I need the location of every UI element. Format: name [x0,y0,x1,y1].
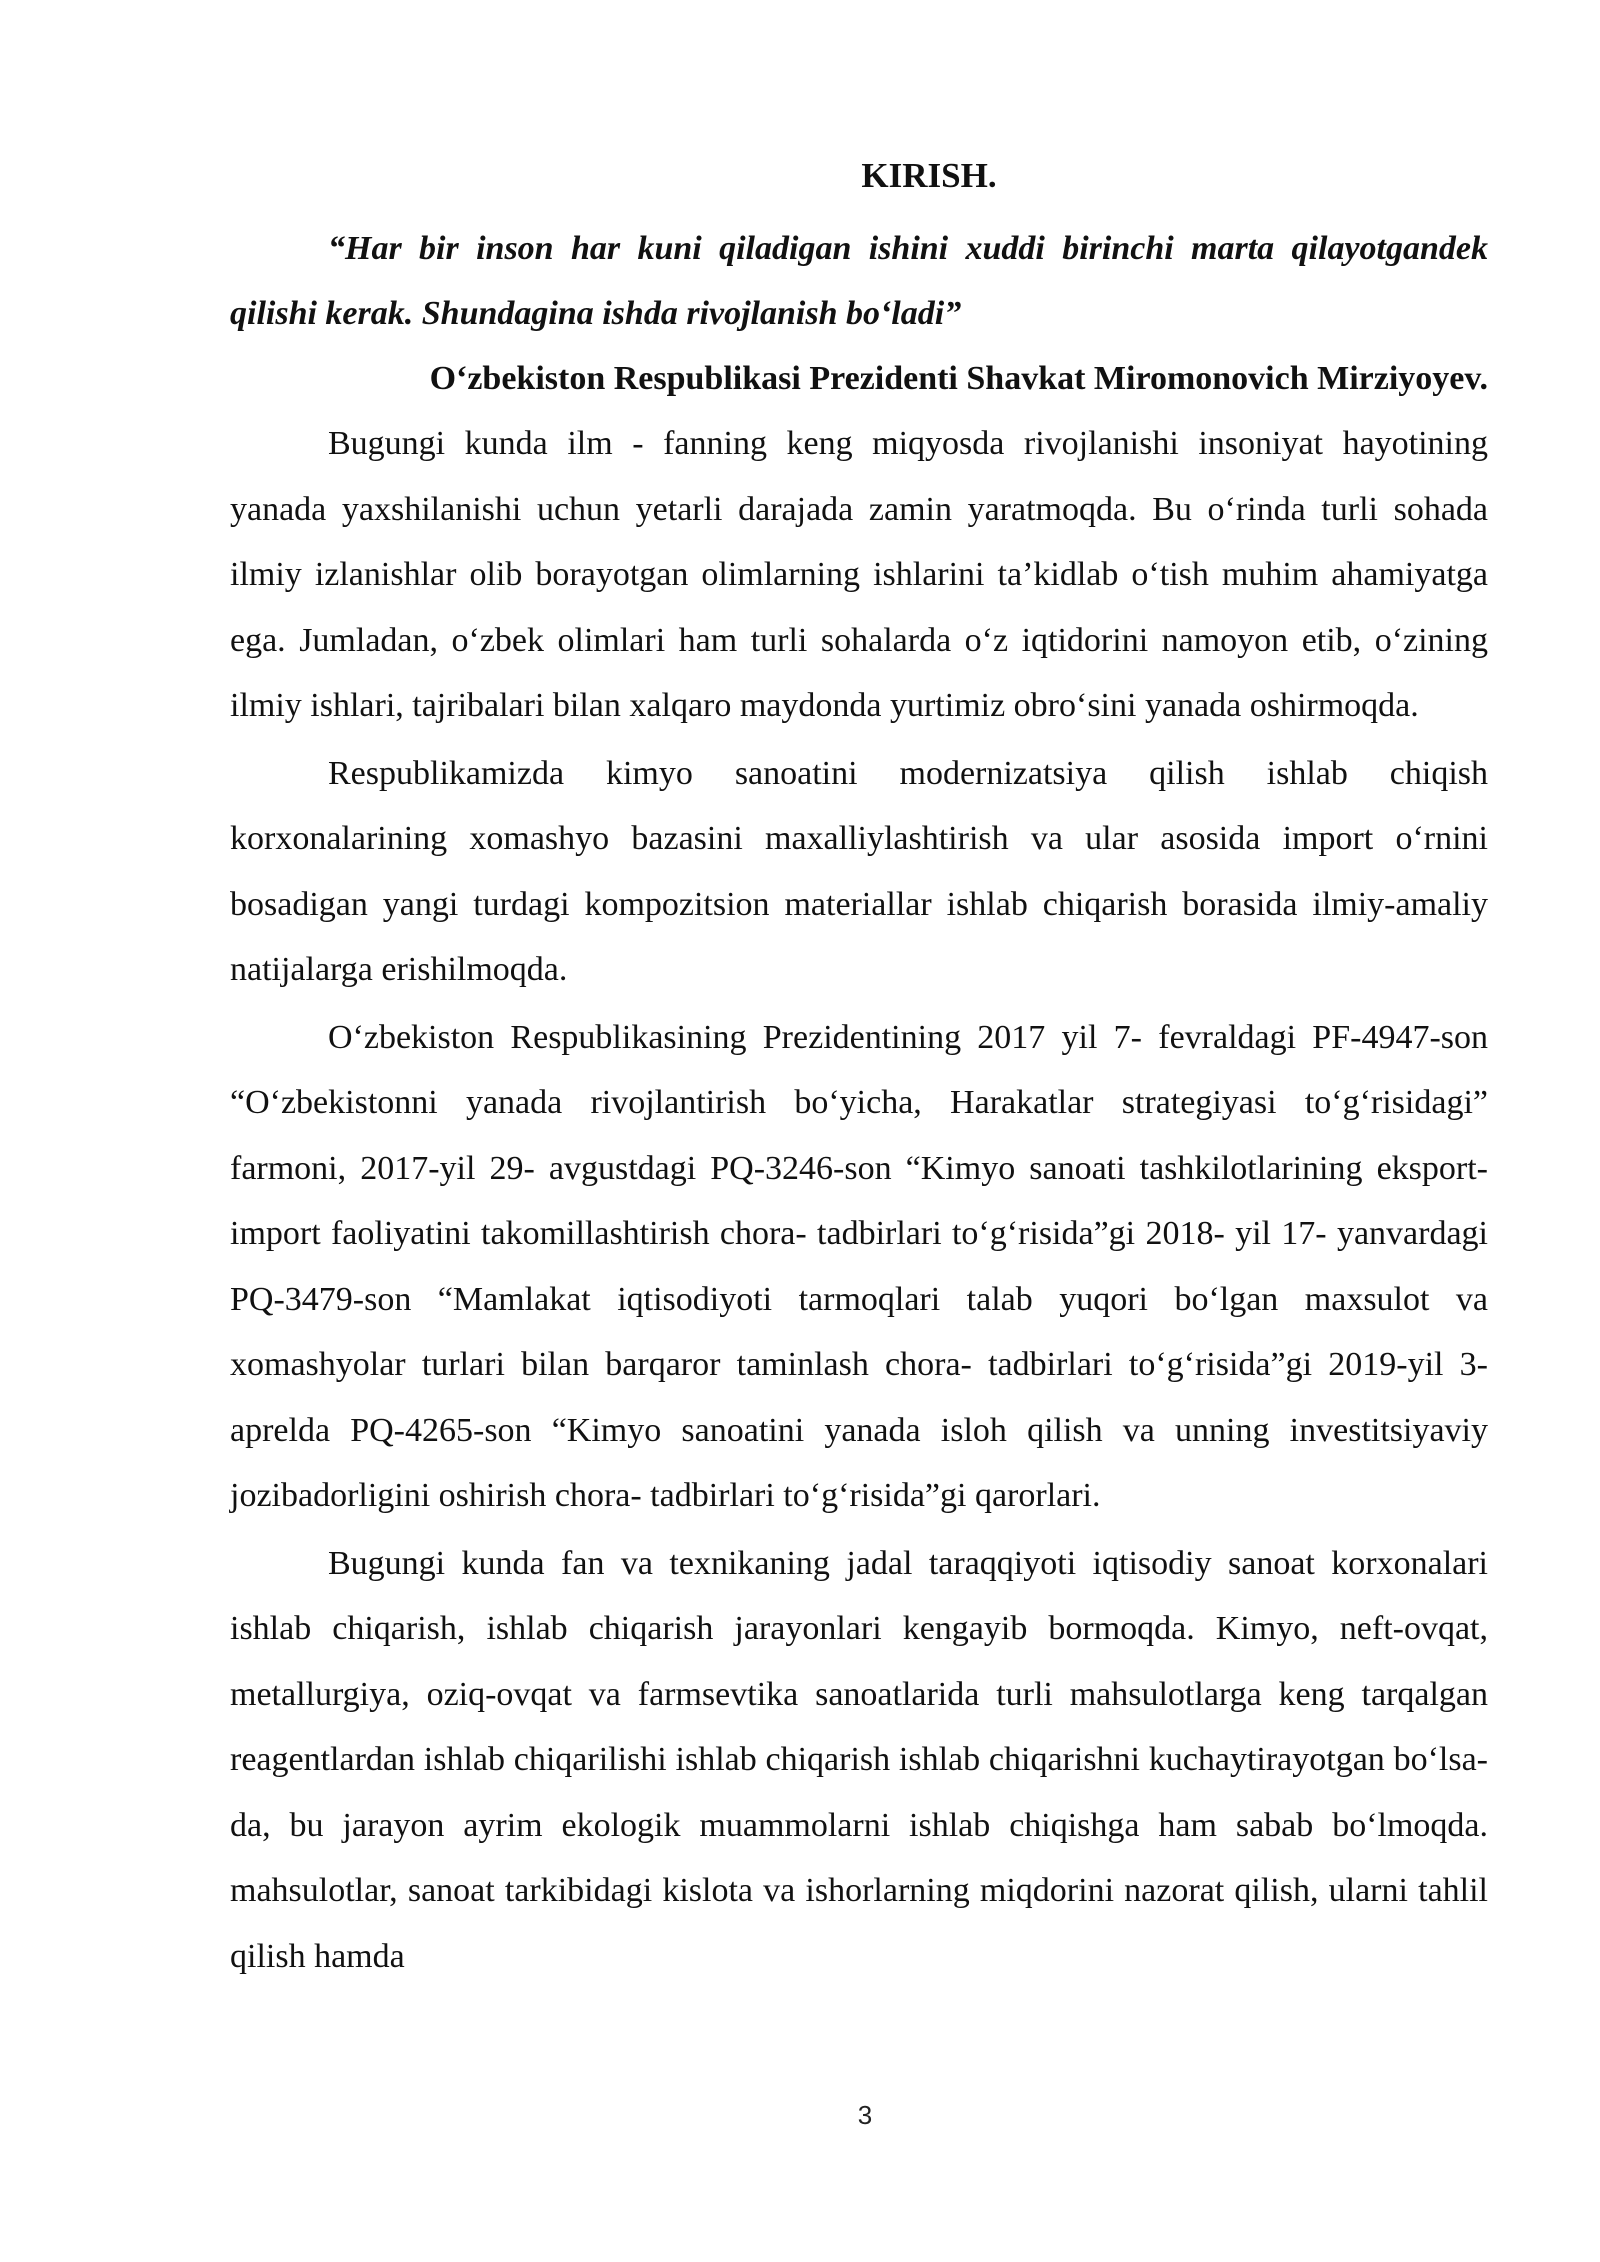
section-title: KIRISH. [861,156,997,195]
page-content [230,150,1488,1989]
body-paragraph-2: Respublikamizda kimyo sanoatini modernizatsiya qilish ishlab chiqish korxonalarining xomashyo bazasini maxalliylashtirish va ular asosida import o‘rnini bosadigan yangi turdagi kompozitsion materiallar ishlab chiqarish borasida ilmiy-amaliy natijalarga erishilmoqda. [230,754,1488,988]
body-paragraph-1: Bugungi kunda ilm - fanning keng miqyosda rivojlanishi insoniyat hayotining yanada yaxshilanishi uchun yetarli darajada zamin yaratmoqda. Bu o‘rinda turli sohada ilmiy izlanishlar olib borayotgan olimlarning ishlarini ta’kidlab o‘tish muhim ahamiyatga ega. Jumladan, o‘zbek olimlari ham turli sohalarda o‘z iqtidorini namoyon etib, o‘zining ilmiy ishlari, tajribalari bilan xalqaro maydonda yurtimiz obro‘sini yanada oshirmoqda. [230,425,1488,724]
body-paragraph-4: Bugungi kunda fan va texnikaning jadal taraqqiyoti iqtisodiy sanoat korxonalari ishlab chiqarish, ishlab chiqarish jarayonlari kengayib bormoqda. Kimyo, neft-ovqat, metallurgiya, oziq-ovqat va farmsevtika sanoatlarida turli mahsulotlarga keng tarqalgan reagentlardan ishlab chiqarilishi ishlab chiqarish ishlab chiqarishni kuchaytirayotgan bo‘lsa-da, bu jarayon ayrim ekologik muammolarni ishlab chiqishga ham sabab bo‘lmoqda. mahsulotlar, sanoat tarkibidagi kislota va ishorlarning miqdorini nazorat qilish, ularni tahlil qilish hamda [230,1544,1488,1975]
body-paragraph-3: O‘zbekiston Respublikasining Prezidentining 2017 yil 7- fevraldagi PF-4947-son “O‘zbekistonni yanada rivojlantirish bo‘yicha, Harakatlar strategiyasi to‘g‘risidagi” farmoni, 2017-yil 29- avgustdagi PQ-3246-son “Kimyo sanoati tashkilotlarining eksport-import faoliyatini takomillashtirish chora- tadbirlari to‘g‘risida”gi 2018- yil 17- yanvardagi PQ-3479-son “Mamlakat iqtisodiyoti tarmoqlari talab yuqori bo‘lgan maxsulot va xomashyolar turlari bilan barqaror taminlash chora- tadbirlari to‘g‘risida”gi 2019-yil 3-aprelda PQ-4265-son “Kimyo sanoatini yanada isloh qilish va unning investitsiyaviy jozibadorligini oshirish chora- tadbirlari to‘g‘risida”gi qarorlari. [230,1018,1488,1514]
page-number: 3 [857,2100,873,2130]
epigraph-attribution: O‘zbekiston Respublikasi Prezidenti Shavkat Miromonovich Mirziyoyev. [429,360,1488,397]
epigraph-quote: “Har bir inson har kuni qiladigan ishini xuddi birinchi marta qilayotgandek qilishi kerak. Shundagina ishda rivojlanish bo‘ladi” [230,230,1488,332]
